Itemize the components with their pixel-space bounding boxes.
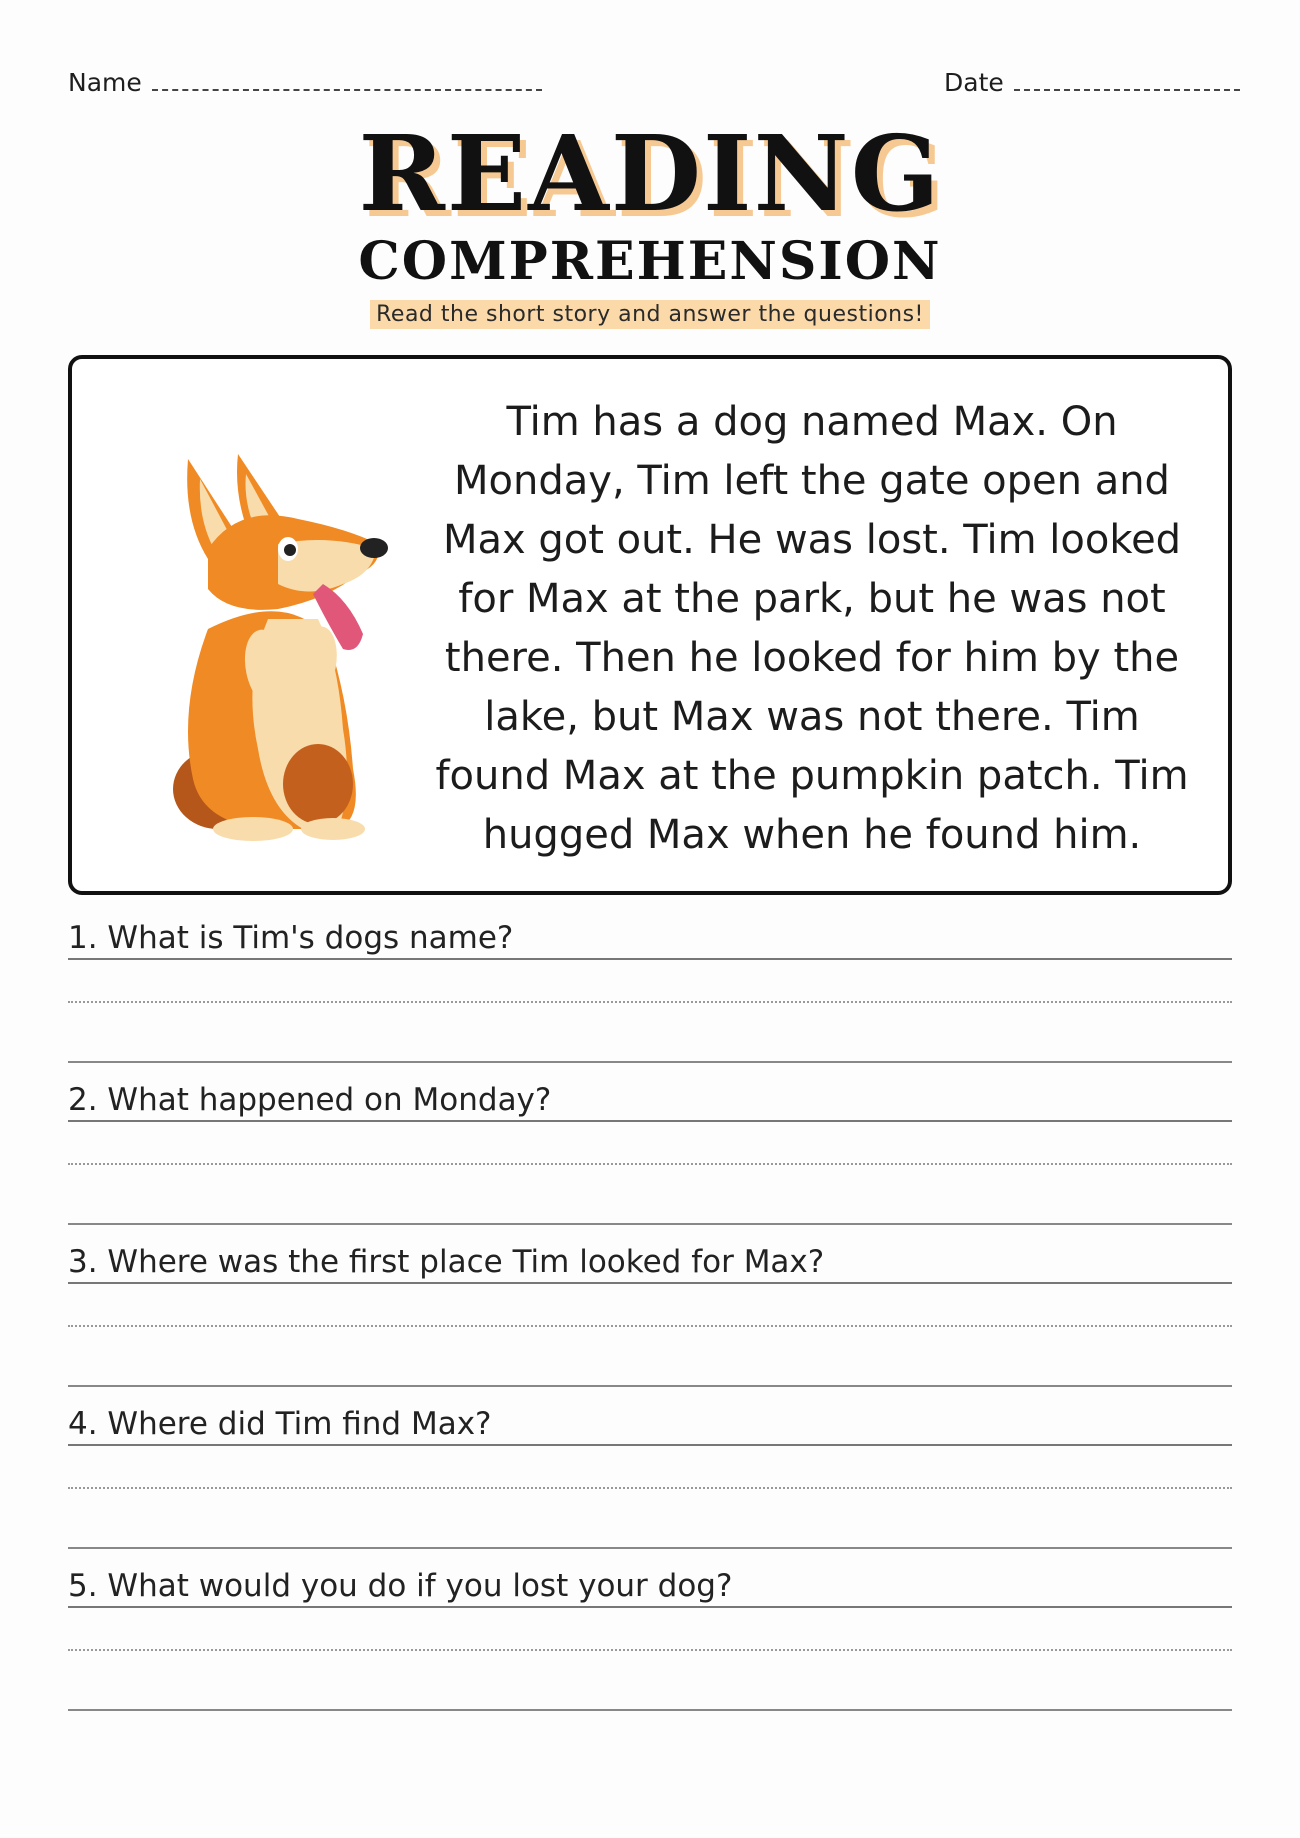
answer-guide-line bbox=[68, 1487, 1232, 1489]
question-5 bbox=[68, 1566, 1232, 1608]
dog-illustration bbox=[148, 449, 408, 844]
question-4 bbox=[68, 1404, 1232, 1446]
name-field[interactable] bbox=[68, 68, 542, 97]
page-title: READING bbox=[358, 112, 942, 235]
story-text: Tim has a dog named Max. On Monday, Tim left the gate open and Max got out. He was lost. Tim looked for Max at the park, but he was not there. Then he looked for him by the lake, but Max was not there. Tim found Max at the pumpkin patch. Tim hugged Max when he found him. bbox=[435, 399, 1189, 858]
answer-line[interactable] bbox=[68, 1385, 1232, 1387]
answer-guide-line bbox=[68, 1325, 1232, 1327]
answer-line[interactable] bbox=[68, 1223, 1232, 1225]
name-input-line[interactable] bbox=[152, 71, 542, 91]
instruction-text: Read the short story and answer the questions! bbox=[370, 300, 930, 329]
question-text: 5. What would you do if you lost your dog? bbox=[68, 1566, 1232, 1608]
question-text: 4. Where did Tim find Max? bbox=[68, 1404, 1232, 1446]
question-text: 2. What happened on Monday? bbox=[68, 1080, 1232, 1122]
name-label: Name bbox=[68, 68, 142, 97]
answer-guide-line bbox=[68, 1649, 1232, 1651]
page-subtitle: COMPREHENSION bbox=[358, 231, 942, 292]
answer-line[interactable] bbox=[68, 1547, 1232, 1549]
date-label: Date bbox=[944, 68, 1004, 97]
answer-line[interactable] bbox=[68, 1061, 1232, 1063]
date-input-line[interactable] bbox=[1014, 71, 1240, 91]
question-2 bbox=[68, 1080, 1232, 1122]
story-box bbox=[68, 355, 1232, 895]
answer-line[interactable] bbox=[68, 1709, 1232, 1711]
question-text: 1. What is Tim's dogs name? bbox=[68, 918, 1232, 960]
instruction-wrapper bbox=[0, 300, 1300, 329]
answer-guide-line bbox=[68, 1163, 1232, 1165]
question-text: 3. Where was the first place Tim looked for Max? bbox=[68, 1242, 1232, 1284]
question-1 bbox=[68, 918, 1232, 960]
answer-guide-line bbox=[68, 1001, 1232, 1003]
question-3 bbox=[68, 1242, 1232, 1284]
date-field[interactable] bbox=[944, 68, 1240, 97]
